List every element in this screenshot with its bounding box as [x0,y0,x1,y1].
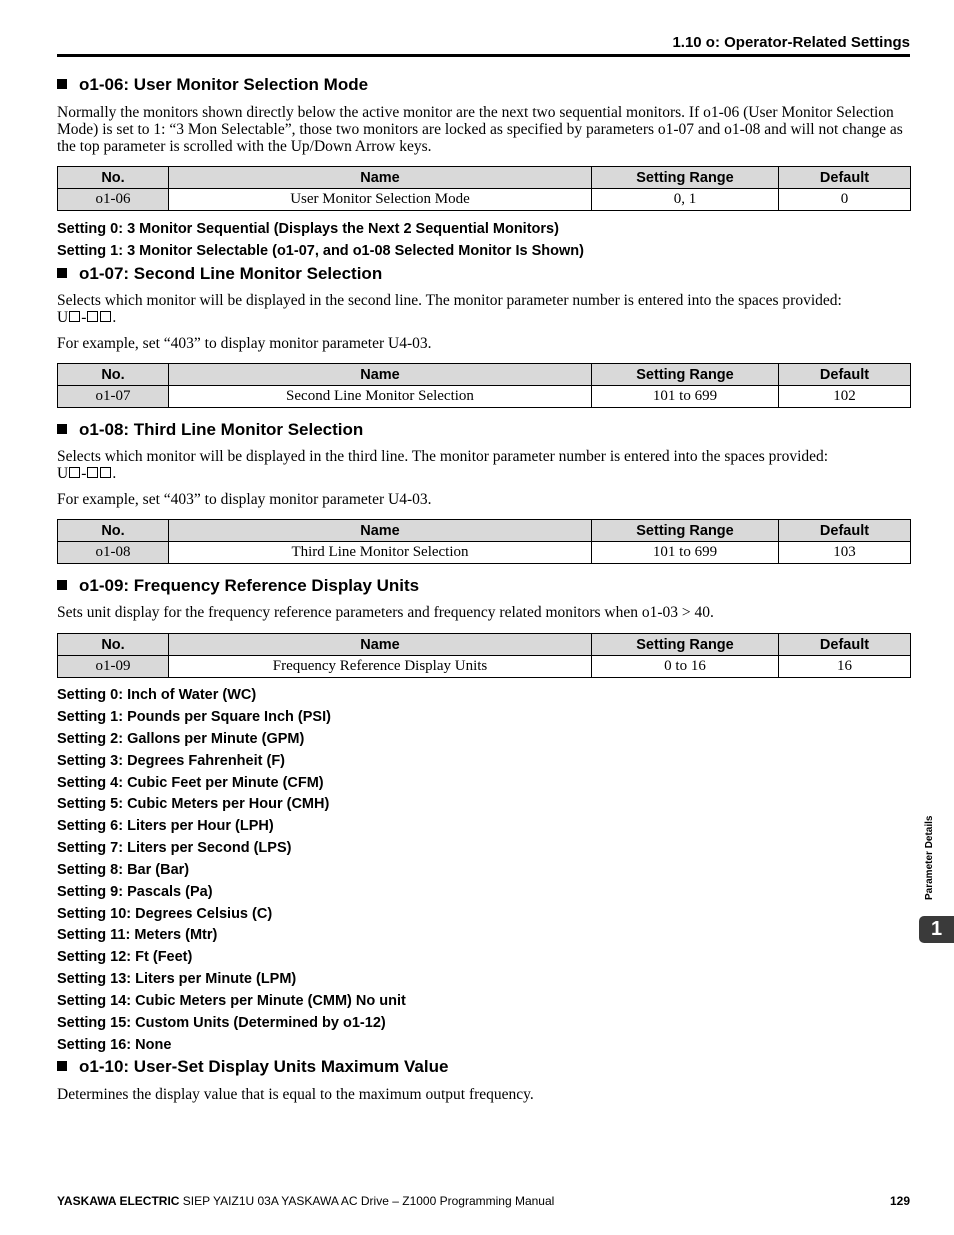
footer-manual-title: SIEP YAIZ1U 03A YASKAWA AC Drive – Z1000 Programming Manual [179,1194,555,1208]
setting-line: Setting 8: Bar (Bar) [57,862,190,878]
page-number: 129 [889,1194,910,1208]
setting-line: Setting 12: Ft (Feet) [57,949,193,965]
heading-text: o1-09: Frequency Reference Display Units [79,576,420,595]
setting-line: Setting 4: Cubic Feet per Minute (CFM) [57,775,324,791]
cell-name: Third Line Monitor Selection [169,542,592,564]
col-header-setting-range: Setting Range [592,364,779,386]
setting-line: Setting 1: 3 Monitor Selectable (o1-07, and o1-08 Selected Monitor Is Shown) [57,243,584,259]
cell-default: 0 [779,189,911,211]
setting-line: Setting 2: Gallons per Minute (GPM) [57,731,305,747]
blank-box-icon [87,467,98,478]
cell-no: o1-08 [58,542,169,564]
square-bullet-icon [57,268,67,278]
cell-setting-range: 0 to 16 [592,656,779,678]
col-header-no: No. [58,634,169,656]
description-text: Selects which monitor will be displayed in the third line. The monitor parameter number is entered into the spaces provided: [57,448,829,465]
parameter-table-o1-08 [57,519,911,564]
header-rule [57,54,910,57]
col-header-default: Default [779,364,911,386]
cell-default: 103 [779,542,911,564]
square-bullet-icon [57,580,67,590]
heading-o1-08 [57,420,363,440]
heading-text: o1-08: Third Line Monitor Selection [79,420,364,439]
chapter-tab: 1 [919,916,954,943]
description-o1-10: Determines the display value that is equal to the maximum output frequency. [57,1086,534,1103]
heading-text: o1-07: Second Line Monitor Selection [79,264,383,283]
parameter-table-o1-09 [57,633,911,678]
blank-box-icon [100,311,111,322]
description-text: Selects which monitor will be displayed in the second line. The monitor parameter number is entered into the spaces provided: [57,292,842,309]
table-header-row [58,634,911,656]
cell-default: 16 [779,656,911,678]
cell-setting-range: 101 to 699 [592,542,779,564]
col-header-no: No. [58,520,169,542]
setting-line: Setting 7: Liters per Second (LPS) [57,840,292,856]
description-o1-09: Sets unit display for the frequency reference parameters and frequency related monitors when o1-03 > 40. [57,604,714,621]
table-row [58,542,911,564]
description-tail: U [57,309,69,326]
cell-name: Frequency Reference Display Units [169,656,592,678]
cell-setting-range: 0, 1 [592,189,779,211]
cell-no: o1-06 [58,189,169,211]
heading-o1-09 [57,576,419,596]
description-o1-06: Normally the monitors shown directly below the active monitor are the next two sequential monitors. If o1-06 (User Monitor Selection Mode) is set to 1: “3 Mon Selectable”, those two monitors are locked as specified by parameters o1-07 and o1-08 and will not change as the top parameter is scrolled with the Up/Down Arrow keys. [57,104,903,155]
setting-line: Setting 16: None [57,1037,172,1053]
cell-name: Second Line Monitor Selection [169,386,592,408]
heading-o1-06 [57,75,368,95]
heading-text: o1-06: User Monitor Selection Mode [79,75,369,94]
cell-name: User Monitor Selection Mode [169,189,592,211]
col-header-setting-range: Setting Range [592,167,779,189]
setting-line: Setting 5: Cubic Meters per Hour (CMH) [57,796,330,812]
setting-line: Setting 6: Liters per Hour (LPH) [57,818,274,834]
setting-line: Setting 11: Meters (Mtr) [57,927,218,943]
setting-line: Setting 15: Custom Units (Determined by o1-12) [57,1015,386,1031]
table-header-row [58,167,911,189]
setting-line: Setting 9: Pascals (Pa) [57,884,213,900]
heading-o1-07 [57,264,382,284]
setting-line: Setting 3: Degrees Fahrenheit (F) [57,753,286,769]
footer-brand: YASKAWA ELECTRIC [57,1194,180,1208]
chapter-sidebar-label: Parameter Details [924,815,935,900]
cell-default: 102 [779,386,911,408]
setting-line: Setting 1: Pounds per Square Inch (PSI) [57,709,331,725]
col-header-name: Name [169,634,592,656]
example-o1-08: For example, set “403” to display monitor parameter U4-03. [57,491,432,508]
cell-setting-range: 101 to 699 [592,386,779,408]
heading-text: o1-10: User-Set Display Units Maximum Value [79,1057,449,1076]
description-tail: U [57,465,69,482]
setting-line: Setting 10: Degrees Celsius (C) [57,906,273,922]
example-o1-07: For example, set “403” to display monitor parameter U4-03. [57,335,432,352]
setting-line: Setting 0: Inch of Water (WC) [57,687,257,703]
col-header-name: Name [169,167,592,189]
table-row [58,189,911,211]
table-row [58,656,911,678]
cell-no: o1-07 [58,386,169,408]
parameter-table-o1-06 [57,166,911,211]
col-header-setting-range: Setting Range [592,634,779,656]
blank-box-icon [100,467,111,478]
col-header-name: Name [169,364,592,386]
table-header-row [58,364,911,386]
col-header-default: Default [779,520,911,542]
blank-box-icon [69,311,80,322]
col-header-default: Default [779,634,911,656]
section-header-title: 1.10 o: Operator-Related Settings [672,34,910,51]
footer-manual-info [57,1194,554,1208]
square-bullet-icon [57,424,67,434]
description-o1-08: Selects which monitor will be displayed in the third line. The monitor parameter number is entered into the spaces provided: U - . [57,448,829,482]
setting-line: Setting 0: 3 Monitor Sequential (Displays the Next 2 Sequential Monitors) [57,221,559,237]
table-header-row [58,520,911,542]
blank-box-icon [87,311,98,322]
col-header-default: Default [779,167,911,189]
description-o1-07: Selects which monitor will be displayed in the second line. The monitor parameter number is entered into the spaces provided: U - . [57,292,842,326]
blank-box-icon [69,467,80,478]
col-header-no: No. [58,364,169,386]
col-header-no: No. [58,167,169,189]
cell-no: o1-09 [58,656,169,678]
square-bullet-icon [57,1061,67,1071]
setting-line: Setting 13: Liters per Minute (LPM) [57,971,297,987]
table-row [58,386,911,408]
col-header-setting-range: Setting Range [592,520,779,542]
heading-o1-10 [57,1057,448,1077]
col-header-name: Name [169,520,592,542]
square-bullet-icon [57,79,67,89]
parameter-table-o1-07 [57,363,911,408]
setting-line: Setting 14: Cubic Meters per Minute (CMM) No unit [57,993,406,1009]
